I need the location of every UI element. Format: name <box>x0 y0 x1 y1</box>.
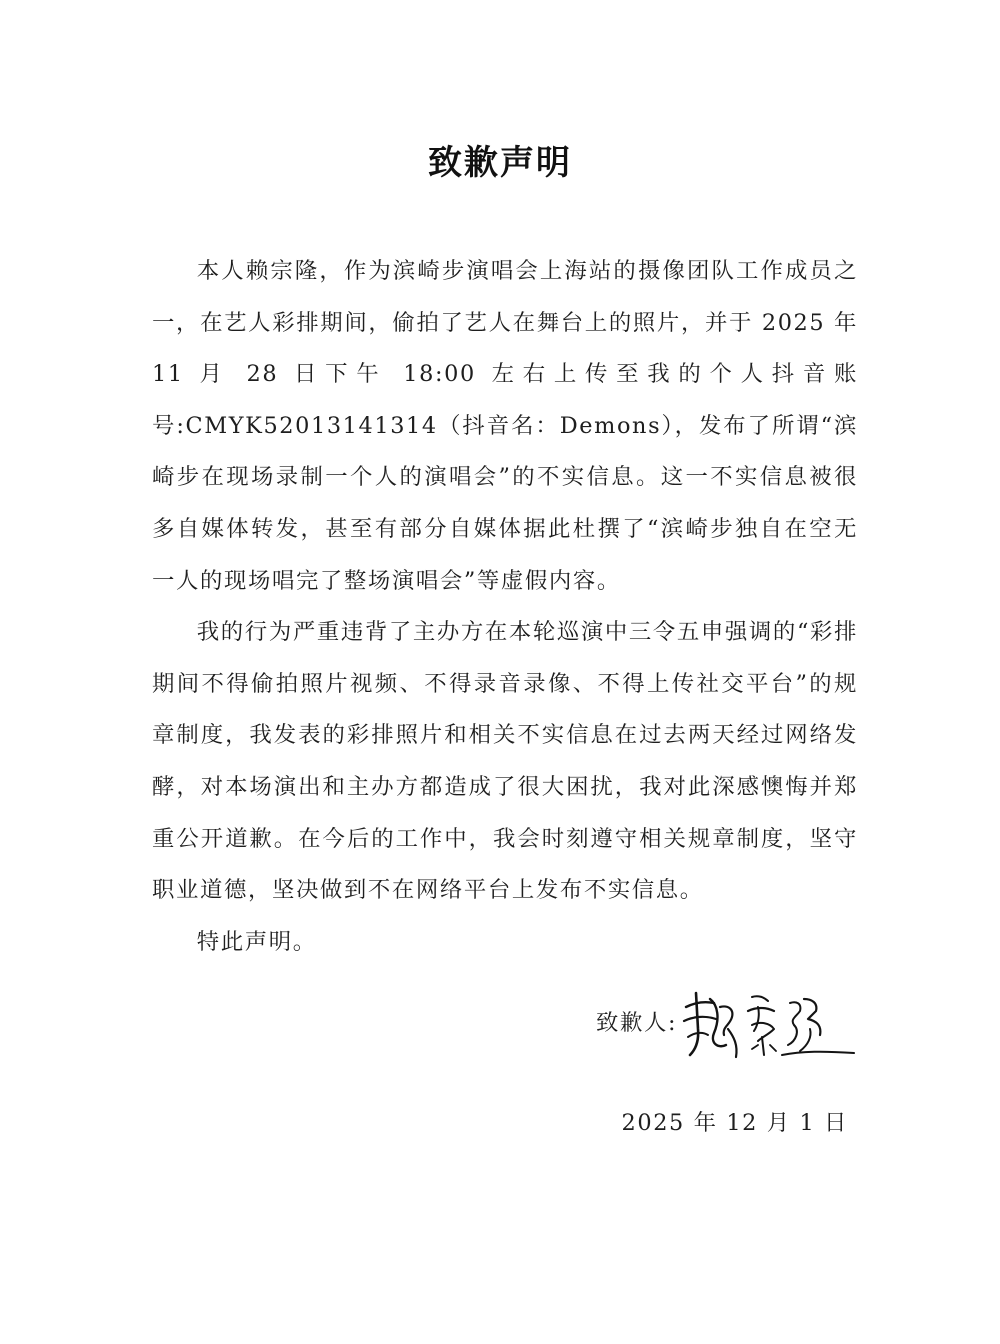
signature-block <box>590 985 870 1065</box>
statement-paragraph: 本人赖宗隆，作为滨崎步演唱会上海站的摄像团队工作成员之一，在艺人彩排期间，偷拍了艺人在舞台上的照片，并于 2025 年 11 月 28 日下午 18:00 左右上传至我的个人抖音账号:CMYK52013141314（抖音名：Demons），发布了所谓“滨崎步在现场录制一个人的演唱会”的不实信息。这一不实信息被很多自媒体转发，甚至有部分自媒体据此杜撰了“滨崎步独自在空无一人的现场唱完了整场演唱会”等虚假内容。 <box>152 258 858 594</box>
statement-date: 2025 年 12 月 1 日 <box>621 1110 848 1136</box>
statement-paragraph: 特此声明。 <box>196 928 317 955</box>
statement-body <box>152 246 858 968</box>
signature-label: 致歉人: <box>596 1010 678 1036</box>
statement-paragraph: 我的行为严重违背了主办方在本轮巡演中三令五申强调的“彩排期间不得偷拍照片视频、不得录音录像、不得上传社交平台”的规章制度，我发表的彩排照片和相关不实信息在过去两天经过网络发酵，对本场演出和主办方都造成了很大困扰，我对此深感懊悔并郑重公开道歉。在今后的工作中，我会时刻遵守相关规章制度，坚守职业道德，坚决做到不在网络平台上发布不实信息。 <box>152 619 858 904</box>
handwritten-signature <box>678 985 858 1065</box>
statement-title: 致歉声明 <box>428 143 572 183</box>
